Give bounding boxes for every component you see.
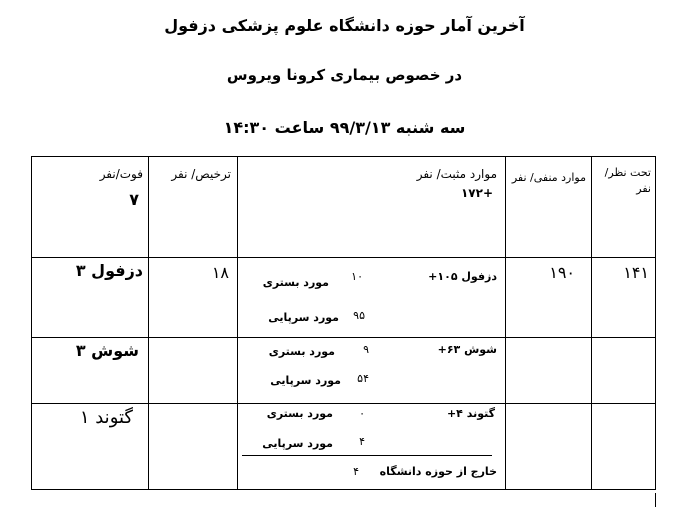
dezful-discharged: ۱۸: [211, 263, 229, 282]
gotvand-outpatient-count: ۴: [359, 435, 365, 448]
col-divider: [148, 157, 149, 489]
shush-hospitalized-label: مورد بستری: [268, 345, 335, 358]
header-positive: موارد مثبت/ نفر: [416, 167, 497, 181]
shush-outpatient-label: مورد سرپایی: [270, 374, 341, 387]
shush-outpatient-count: ۵۴: [357, 372, 369, 385]
col-divider: [591, 157, 592, 489]
dezful-under-watch: ۱۴۱: [623, 263, 649, 282]
dezful-negative: ۱۹۰: [549, 263, 575, 282]
col-divider: [505, 157, 506, 489]
gotvand-outpatient-label: مورد سرپایی: [262, 437, 333, 450]
shush-hospitalized-count: ۹: [363, 343, 369, 356]
row-divider: [32, 403, 655, 404]
gotvand-positive: گتوند ۴+: [446, 407, 495, 420]
outside-separator: [242, 455, 492, 456]
dezful-outpatient-label: مورد سرپایی: [268, 311, 339, 324]
report-title: آخرین آمار حوزه دانشگاه علوم پزشکی دزفول: [164, 16, 525, 35]
report-subtitle: در خصوص بیماری کرونا ویروس: [226, 66, 463, 84]
deaths-total: ۷: [129, 190, 139, 209]
outside-university-label: خارج از حوزه دانشگاه: [379, 465, 497, 478]
report-date: سه شنبه ۹۹/۳/۱۳ ساعت ۱۴:۳۰: [223, 118, 466, 137]
page-edge-mark: [655, 493, 656, 507]
header-negative: موارد منفی/ نفر: [511, 171, 586, 184]
gotvand-deaths: گتوند ۱: [79, 407, 133, 428]
dezful-deaths: دزفول ۳: [75, 261, 143, 280]
shush-deaths: شوش ۳: [75, 341, 139, 360]
outside-university-count: ۴: [353, 465, 359, 478]
header-under-watch: تحت نظر/ نفر: [604, 166, 651, 195]
positive-total: +۱۷۲: [460, 186, 493, 200]
dezful-hospitalized-count: ۱۰: [351, 270, 363, 283]
dezful-hospitalized-label: مورد بستری: [262, 276, 329, 289]
stats-table: [31, 156, 656, 490]
row-divider: [32, 257, 655, 258]
col-divider: [237, 157, 238, 489]
gotvand-hospitalized-label: مورد بستری: [266, 407, 333, 420]
dezful-positive: دزفول ۱۰۵+: [428, 270, 497, 283]
dezful-outpatient-count: ۹۵: [353, 309, 365, 322]
header-discharged: ترخیص/ نفر: [171, 167, 231, 181]
row-divider: [32, 337, 655, 338]
header-deaths: فوت/نفر: [99, 167, 143, 181]
gotvand-hospitalized-count: ۰: [359, 407, 365, 420]
shush-positive: شوش ۶۳+: [437, 343, 497, 356]
